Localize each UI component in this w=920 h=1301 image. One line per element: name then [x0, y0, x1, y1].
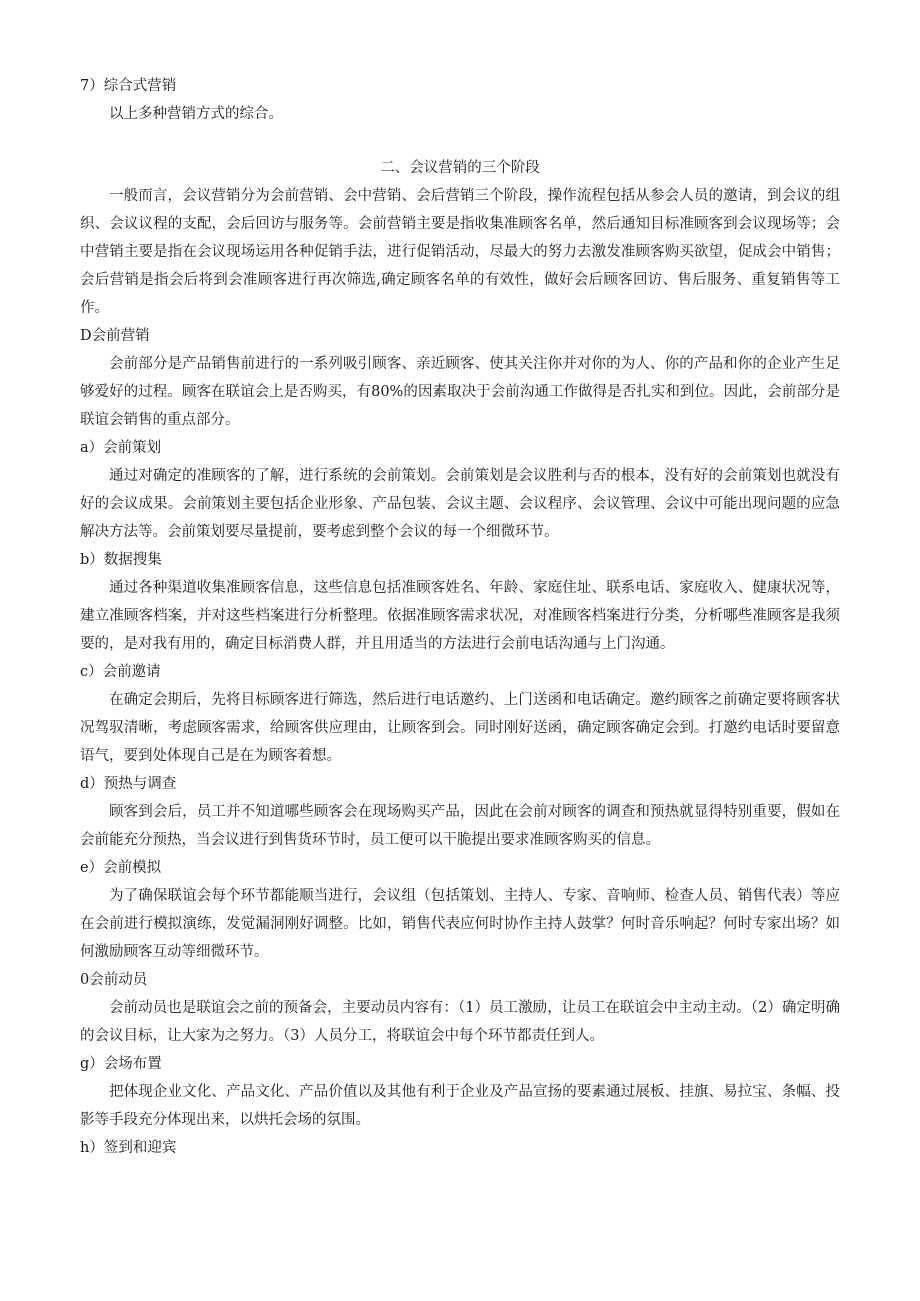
- heading-a-planning: a）会前策划: [80, 440, 162, 456]
- heading-g-venue-layout: g）会场布置: [80, 1056, 162, 1072]
- para-pre-meeting-marketing: 会前部分是产品销售前进行的一系列吸引顾客、亲近顾客、使其关注你并对你的为人、你的产品和你的企业产生足够爱好的过程。顾客在联谊会上是否购买，有80%的因素取决于会前沟通工作做得是否扎实和到位。因此，会前部分是联谊会销售的重点部分。: [80, 356, 840, 428]
- para-simulation: 为了确保联谊会每个环节都能顺当进行，会议组（包括策划、主持人、专家、音响师、检查人员、销售代表）等应在会前进行模拟演练，发觉漏洞刚好调整。比如，销售代表应何时协作主持人鼓掌？何时音乐响起？何时专家出场？如何激励顾客互动等细微环节。: [80, 888, 840, 960]
- para-mobilization: 会前动员也是联谊会之前的预备会，主要动员内容有：（1）员工激励，让员工在联谊会中主动主动。（2）确定明确的会议目标，让大家为之努力。（3）人员分工，将联谊会中每个环节都责任到人。: [80, 1000, 840, 1044]
- heading-f-mobilization: 0会前动员: [80, 972, 148, 988]
- section-title-three-stages: 二、会议营销的三个阶段: [380, 160, 540, 176]
- para-venue-layout: 把体现企业文化、产品文化、产品价值以及其他有利于企业及产品宣扬的要素通过展板、挂旗、易拉宝、条幅、投影等手段充分体现出来，以烘托会场的氛围。: [80, 1084, 840, 1128]
- heading-e-simulation: e）会前模拟: [80, 860, 162, 876]
- heading-b-data-collection: b）数据搜集: [80, 552, 162, 568]
- para-planning: 通过对确定的准顾客的了解，进行系统的会前策划。会前策划是会议胜利与否的根本，没有好的会前策划也就没有好的会议成果。会前策划主要包括企业形象、产品包装、会议主题、会议程序、会议管理、会议中可能出现问题的应急解决方法等。会前策划要尽量提前，要考虑到整个会议的每一个细微环节。: [80, 468, 840, 540]
- para-comprehensive: 以上多种营销方式的综合。: [109, 106, 283, 122]
- heading-c-invitation: c）会前邀请: [80, 664, 161, 680]
- heading-d-warmup-survey: d）预热与调查: [80, 776, 177, 792]
- heading-h-signin-welcome: h）签到和迎宾: [80, 1140, 177, 1156]
- para-warmup-survey: 顾客到会后，员工并不知道哪些顾客会在现场购买产品，因此在会前对顾客的调查和预热就显得特别重要，假如在会前能充分预热，当会议进行到售货环节时，员工便可以干脆提出要求准顾客购买的信息。: [80, 804, 840, 848]
- para-invitation: 在确定会期后，先将目标顾客进行筛选，然后进行电话邀约、上门送函和电话确定。邀约顾客之前确定要将顾客状况驾驭清晰，考虑顾客需求，给顾客供应理由，让顾客到会。同时刚好送函，确定顾客确定会到。打邀约电话时要留意语气，要到处体现自己是在为顾客着想。: [80, 692, 840, 764]
- para-data-collection: 通过各种渠道收集准顾客信息，这些信息包括准顾客姓名、年龄、家庭住址、联系电话、家庭收入、健康状况等，建立准顾客档案，并对这些档案进行分析整理。依据准顾客需求状况，对准顾客档案进行分类，分析哪些准顾客是我须要的，是对我有用的，确定目标消费人群，并且用适当的方法进行会前电话沟通与上门沟通。: [80, 580, 840, 652]
- document-page: [80, 72, 840, 1162]
- para-three-stages-intro: 一般而言，会议营销分为会前营销、会中营销、会后营销三个阶段，操作流程包括从参会人员的邀请，到会议的组织、会议议程的支配，会后回访与服务等。会前营销主要是指收集准顾客名单，然后通知目标准顾客到会议现场等；会中营销主要是指在会议现场运用各种促销手法，进行促销活动，尽最大的努力去激发准顾客购买欲望，促成会中销售；会后营销是指会后将到会准顾客进行再次筛选,确定顾客名单的有效性，做好会后顾客回访、售后服务、重复销售等工作。: [80, 188, 840, 316]
- heading-pre-meeting-marketing: D会前营销: [80, 328, 150, 344]
- heading-7-comprehensive: 7）综合式营销: [80, 78, 177, 94]
